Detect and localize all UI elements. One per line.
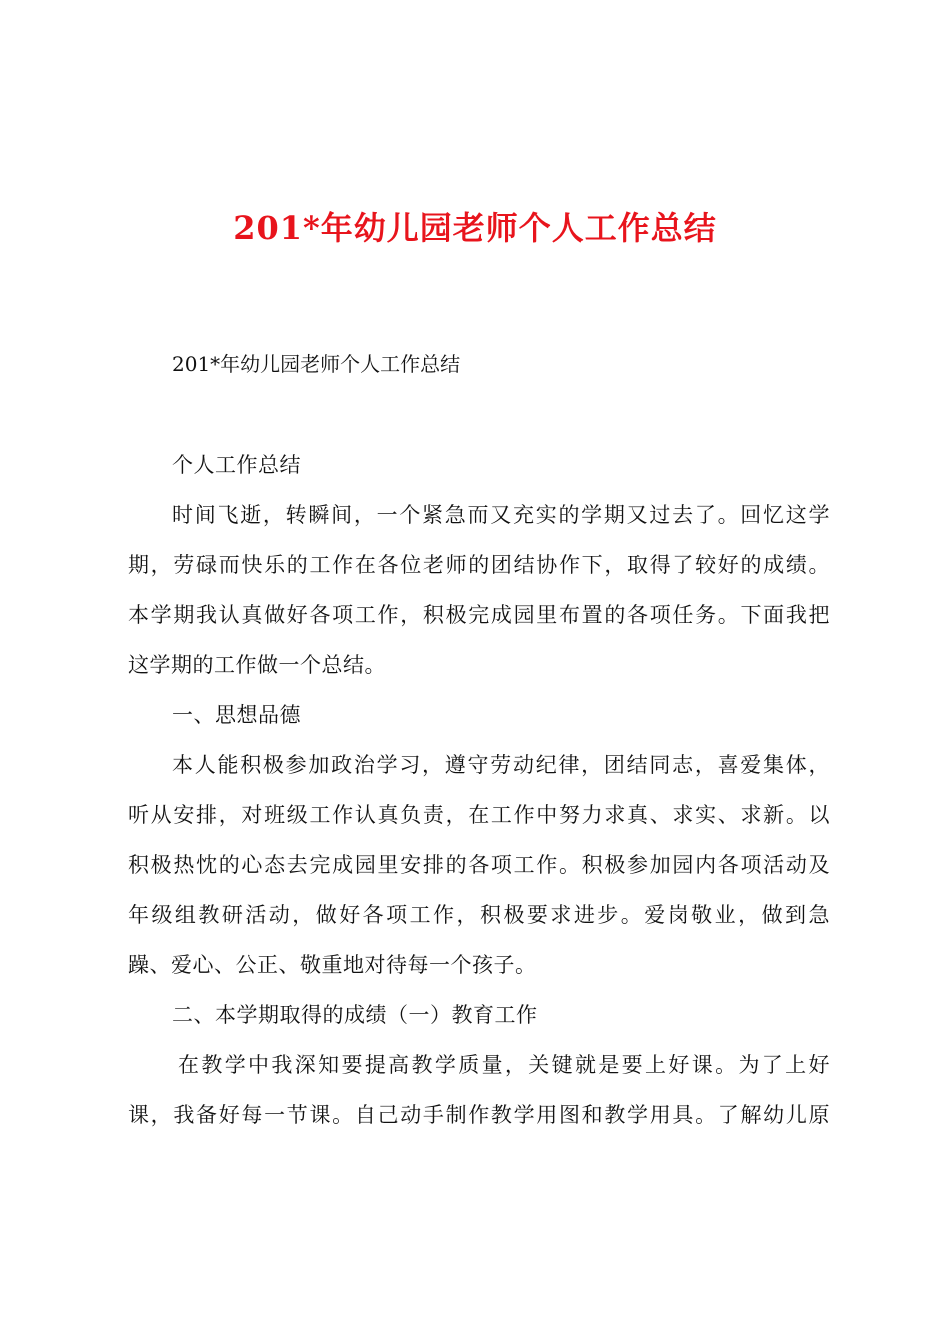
paragraph-line: 期，劳碌而快乐的工作在各位老师的团结协作下，取得了较好的成绩。 xyxy=(128,553,830,577)
paragraph-line: 这学期的工作做一个总结。 xyxy=(128,653,386,677)
paragraph-line: 躁、爱心、公正、敬重地对待每一个孩子。 xyxy=(128,953,537,977)
document-title: 201*年幼儿园老师个人工作总结 xyxy=(233,209,717,247)
paragraph-line: 年级组教研活动，做好各项工作，积极要求进步。爱岗敬业，做到急 xyxy=(128,903,830,927)
paragraph-line: 时间飞逝，转瞬间，一个紧急而又充实的学期又过去了。回忆这学 xyxy=(172,503,830,527)
paragraph-line: 本学期我认真做好各项工作，积极完成园里布置的各项任务。下面我把 xyxy=(128,603,830,627)
section-heading: 个人工作总结 xyxy=(172,453,301,477)
document-subtitle: 201*年幼儿园老师个人工作总结 xyxy=(172,352,461,376)
paragraph-line: 课，我备好每一节课。自己动手制作教学用图和教学用具。了解幼儿原 xyxy=(128,1103,830,1127)
paragraph-line: 本人能积极参加政治学习，遵守劳动纪律，团结同志，喜爱集体， xyxy=(172,753,830,777)
section-heading: 二、本学期取得的成绩（一）教育工作 xyxy=(172,1003,538,1027)
section-heading: 一、思想品德 xyxy=(172,703,301,727)
paragraph-line: 积极热忱的心态去完成园里安排的各项工作。积极参加园内各项活动及 xyxy=(128,853,830,877)
paragraph-line: 听从安排，对班级工作认真负责，在工作中努力求真、求实、求新。以 xyxy=(128,803,830,827)
paragraph-line: 在教学中我深知要提高教学质量，关键就是要上好课。为了上好 xyxy=(178,1053,830,1077)
document-body xyxy=(128,447,830,1147)
